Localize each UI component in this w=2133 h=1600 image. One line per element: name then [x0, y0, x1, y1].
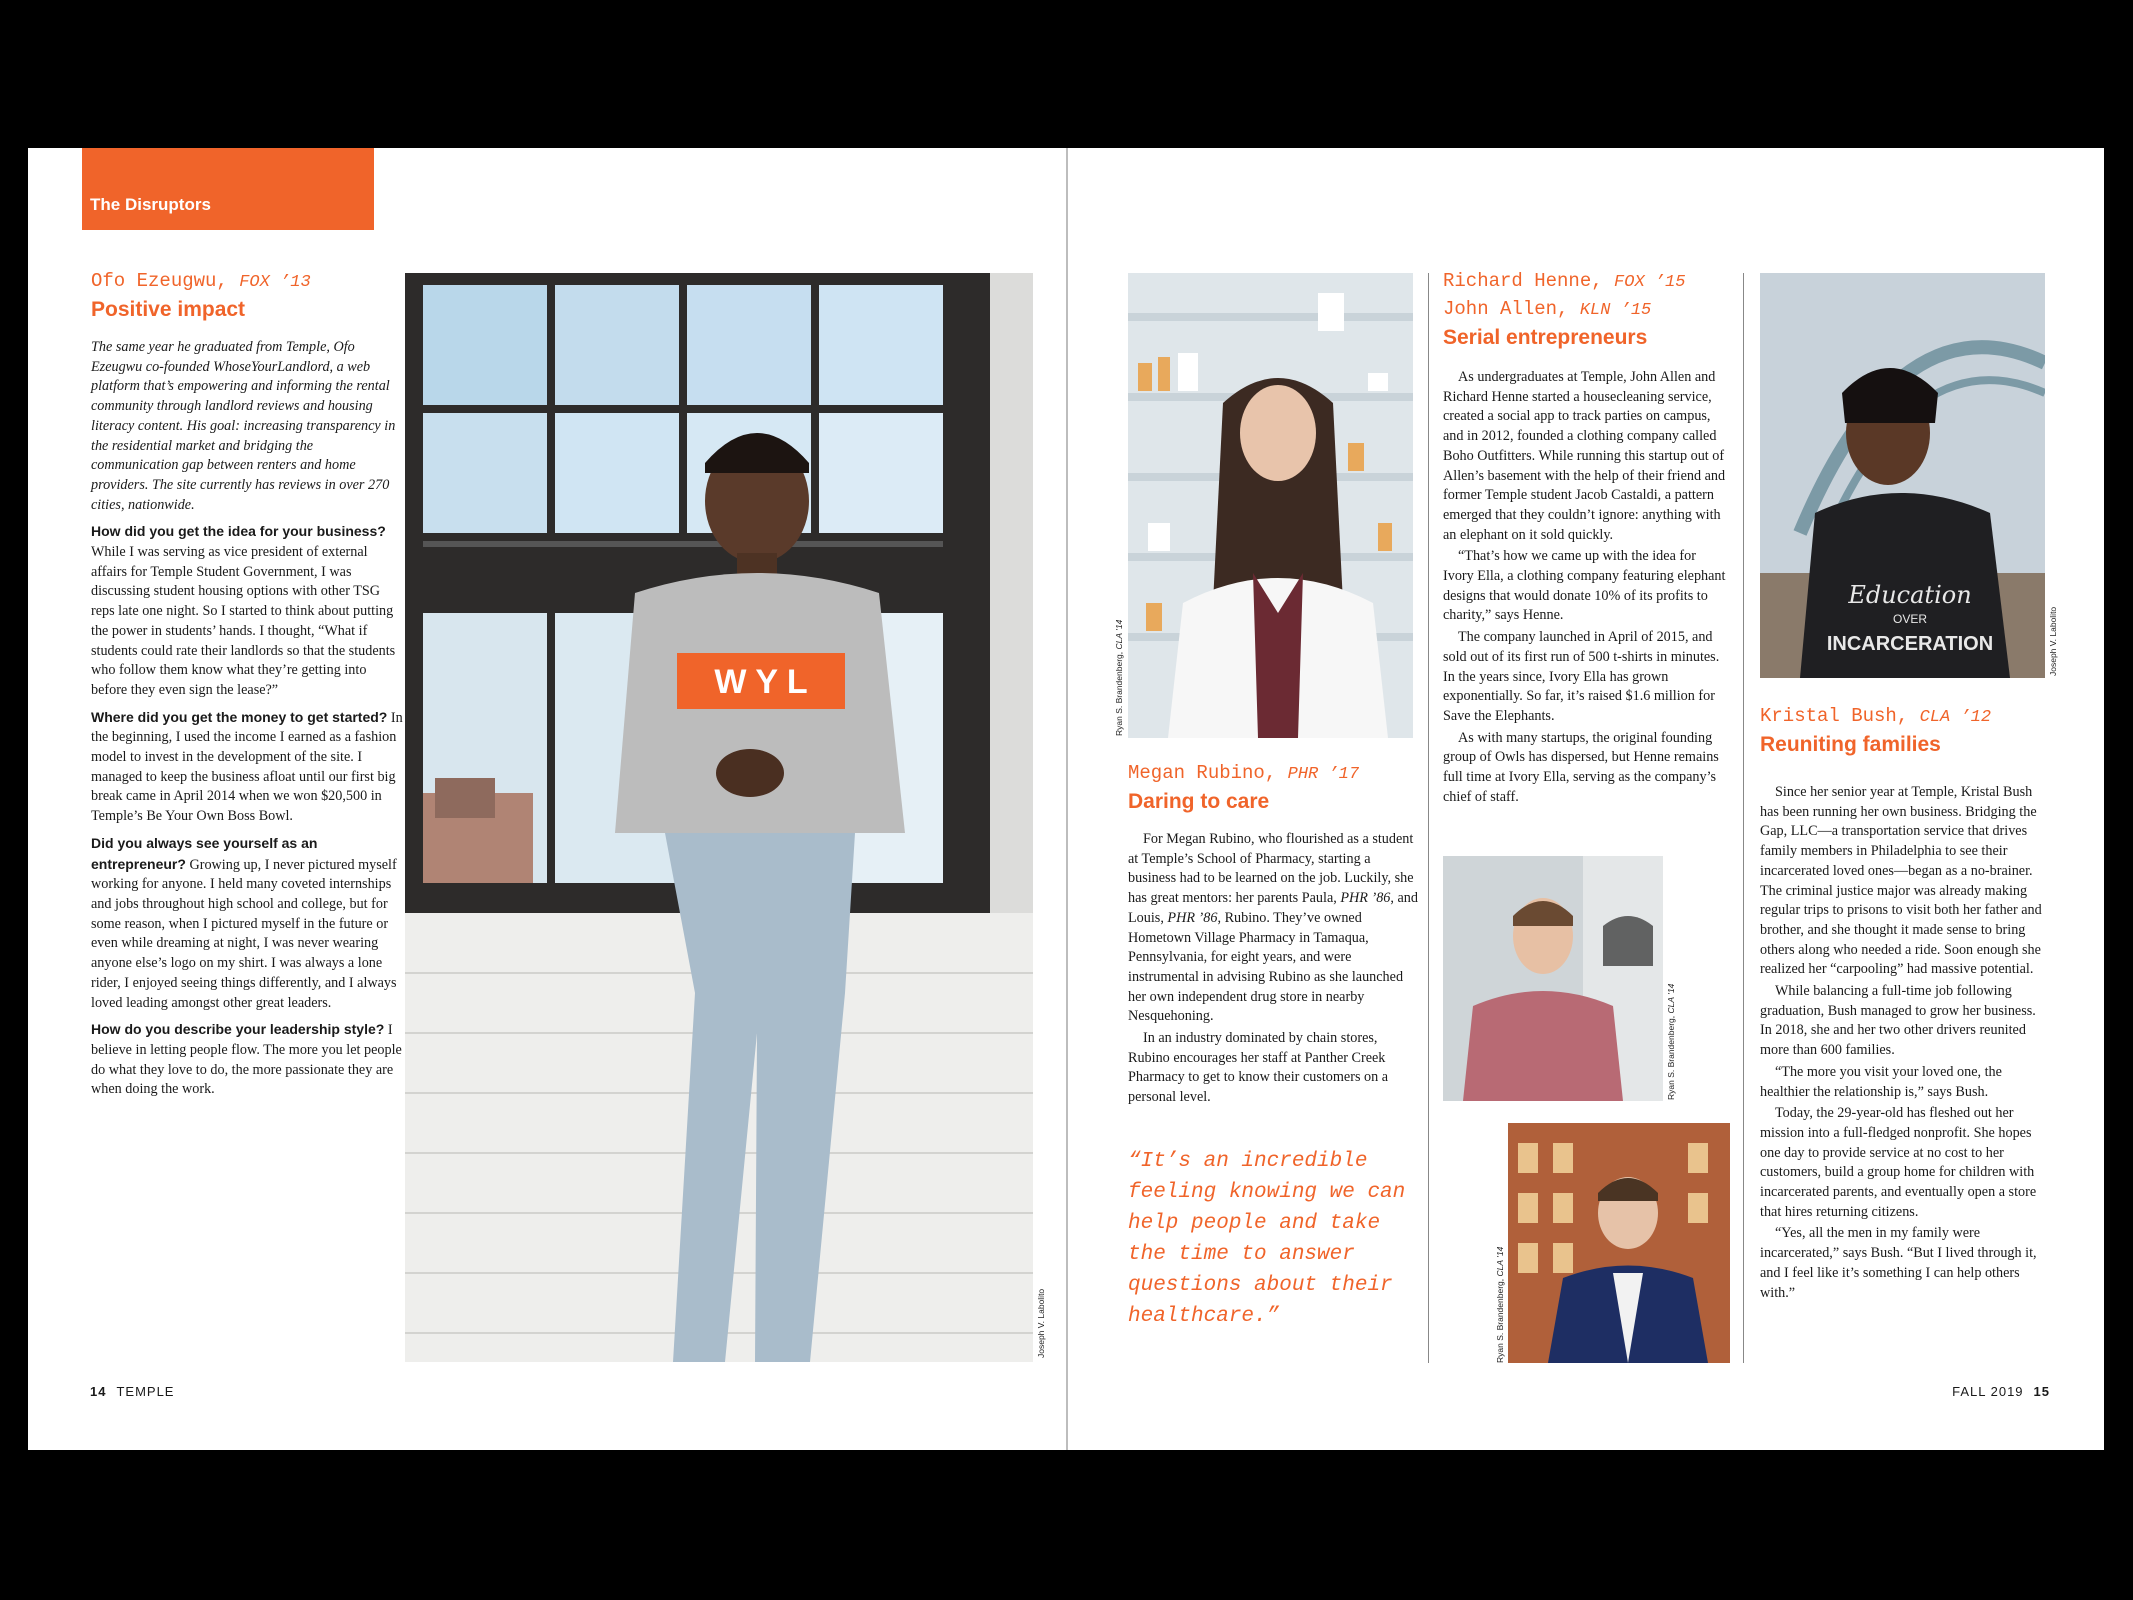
hoodie-text-3: INCARCERATION — [1826, 633, 1994, 655]
henne-affiliation: FOX ’15 — [1614, 273, 1686, 292]
allen-byline — [1443, 296, 1728, 324]
ofo-photo — [405, 273, 1033, 1362]
allen-photo-credit — [1495, 1247, 1505, 1363]
henne-paragraph-2: “That’s how we came up with the idea for Ivory Ella, a clothing company featuring elephant designs that would donate 10% of its profits to charity,” says Henne. — [1443, 548, 1726, 624]
ofo-heading: Positive impact — [91, 298, 246, 321]
megan-pull-quote: “It’s an incredible feeling knowing we can help people and take the time to answer questions about their healthcare.” — [1128, 1150, 1406, 1328]
allen-photo-illustration — [1508, 1123, 1730, 1363]
kristal-name: Kristal Bush, — [1760, 705, 1909, 727]
question: How do you describe your leadership style? — [91, 1021, 385, 1038]
folio-left — [90, 1384, 174, 1399]
kristal-paragraph-5: “Yes, all the men in my family were incarcerated,” says Bush. “But I lived through it, and I feel like it’s something I can help others with.” — [1760, 1225, 2037, 1301]
kristal-photo-credit: Joseph V. Labolito — [2048, 606, 2058, 676]
megan-photo — [1128, 273, 1413, 738]
page-number: 15 — [2033, 1384, 2050, 1399]
ofo-qa-3 — [91, 834, 403, 1013]
section-label: The Disruptors — [82, 148, 374, 230]
henne-paragraph-3: The company launched in April of 2015, and sold out of its first run of 500 t-shirts in minutes. In the years since, Ivory Ella has grown exponentially. So far, it’s raised $1.6 million for Save the Elephants. — [1443, 629, 1720, 724]
shirt-logo: W Y L — [714, 663, 808, 701]
answer: While I was serving as vice president of external affairs for Temple Student Government, I was discussing student housing options with other TSG reps late one night. So I started to think about putting the power in students’ hands. I thought, “What if students could rate their landlords so that the students who follow them know what they’re getting into before they even sign the lease?” — [91, 544, 396, 698]
allen-affiliation: KLN ’15 — [1579, 301, 1652, 320]
answer: Growing up, I never pictured myself working for anyone. I held many coveted internships and jobs throughout high school and college, but for some reason, when I pictured myself in the future or even while dreaming at night, I was never wearing anyone else’s logo on my shirt. I was always a lone rider, I enjoyed seeing things differently, and I always loved leading amongst other great leaders. — [91, 856, 397, 1011]
ofo-byline — [91, 268, 403, 296]
henne-photo — [1443, 856, 1663, 1101]
credit-name: Ryan S. Brandenberg, — [1114, 649, 1124, 736]
answer: In the beginning, I used the income I earned as a fashion model to invest in the development of the site. I managed to keep the business afloat until our first big break came in April 2014 when we won $20,500 in Temple’s Be Your Own Boss Bowl. — [91, 709, 403, 825]
hoodie-text-2: OVER — [1892, 612, 1928, 626]
ofo-affiliation: FOX ’13 — [239, 273, 311, 292]
credit-class: CLA ’14 — [1495, 1246, 1505, 1277]
ofo-photo-illustration — [405, 273, 1033, 1362]
kristal-photo-illustration — [1760, 273, 2045, 678]
henne-name: Richard Henne, — [1443, 270, 1603, 292]
class-year: PHR ’86 — [1167, 909, 1218, 926]
megan-paragraph-2: In an industry dominated by chain stores, Rubino encourages her staff at Panther Creek Pharmacy to get to know their customers on a personal level. — [1128, 1030, 1389, 1106]
ofo-qa-1 — [91, 522, 403, 700]
question: How did you get the idea for your business? — [91, 523, 386, 540]
megan-heading: Daring to care — [1128, 790, 1270, 813]
megan-paragraph-1 — [1128, 830, 1418, 1027]
kristal-byline — [1760, 703, 2045, 731]
megan-affiliation: PHR ’17 — [1287, 765, 1360, 784]
henne-allen-heading: Serial entrepreneurs — [1443, 326, 1648, 349]
allen-photo — [1508, 1123, 1730, 1363]
column-rule-2 — [1743, 273, 1744, 1363]
question: Where did you get the money to get started? — [91, 708, 388, 725]
henne-photo-illustration — [1443, 856, 1663, 1101]
megan-photo-credit — [1114, 620, 1124, 736]
megan-byline — [1128, 760, 1418, 788]
megan-photo-illustration — [1128, 273, 1413, 738]
kristal-photo — [1760, 273, 2045, 678]
credit-name: Ryan S. Brandenberg, — [1666, 1013, 1676, 1100]
kristal-article — [1760, 703, 2045, 1305]
class-year: PHR ’86 — [1340, 890, 1391, 907]
kristal-heading: Reuniting families — [1760, 733, 1941, 756]
henne-byline — [1443, 268, 1728, 296]
issue-label: FALL 2019 — [1952, 1384, 2024, 1399]
text: , Rubino. They’ve owned Hometown Village Pharmacy in Tamaqua, Pennsylvania, for eight years, and were instrumental in advising Rubino as she launched her own independent drug store in nearby Nesquehoning. — [1128, 909, 1404, 1025]
credit-class: CLA ’14 — [1666, 983, 1676, 1014]
megan-name: Megan Rubino, — [1128, 762, 1277, 784]
answer: I believe in letting people flow. The more you let people do what they love to do, the more passionate they are when doing the work. — [91, 1022, 402, 1098]
kristal-paragraph-1: Since her senior year at Temple, Kristal Bush has been running her own business. Bridging the Gap, LLC—a transportation service that drives family members in Philadelphia to see their incarcerated loved ones—began as a no-brainer. The criminal justice major was already making regular trips to prisons to visit both her father and brother, and she thought it made sense to bring others along who needed a ride. Soon enough she realized her “carpooling” had massive potential. — [1760, 784, 2042, 978]
credit-class: CLA ’14 — [1114, 619, 1124, 650]
left-page — [28, 148, 1066, 1450]
page-number: 14 — [90, 1384, 107, 1399]
kristal-paragraph-3: “The more you visit your loved one, the healthier the relationship is,” says Bush. — [1760, 1063, 2002, 1100]
allen-name: John Allen, — [1443, 298, 1569, 320]
ofo-article — [91, 268, 403, 1107]
kristal-affiliation: CLA ’12 — [1919, 708, 1992, 727]
ofo-intro: The same year he graduated from Temple, Ofo Ezeugwu co-founded WhoseYourLandlord, a web platform that’s empowering and informing the rental community through landlord reviews and housing literacy content. His goal: increasing transparency in the residential market and bridging the communication gap between renters and home providers. The site currently has reviews in over 270 cities, nationwide. — [91, 339, 396, 513]
magazine-title: TEMPLE — [116, 1384, 175, 1399]
henne-photo-credit — [1666, 984, 1676, 1100]
ofo-name: Ofo Ezeugwu, — [91, 270, 228, 292]
text: For Megan Rubino, who flourished as a student at Temple’s School of Pharmacy, starting a business had to be learned on the job. Luckily, she has great mentors: her parents Paula, — [1128, 831, 1414, 907]
megan-article — [1128, 760, 1418, 1110]
right-page — [1068, 148, 2104, 1450]
henne-allen-article — [1443, 268, 1728, 809]
column-rule-1 — [1428, 273, 1429, 1363]
kristal-paragraph-2: While balancing a full-time job following graduation, Bush managed to grow her business. In 2018, she and her two other drivers reunited more than 600 families. — [1760, 983, 2036, 1059]
question: Did you always see yourself as an entrepreneur? — [91, 834, 318, 872]
ofo-photo-credit: Joseph V. Labolito — [1036, 1288, 1046, 1358]
folio-right — [1952, 1384, 2050, 1399]
kristal-paragraph-4: Today, the 29-year-old has fleshed out her mission into a full-fledged nonprofit. She hopes one day to provide service at no cost to her customers, build a group home for children with incarcerated parents, and eventually open a store that hires returning citizens. — [1760, 1105, 2037, 1220]
text: , and Louis, — [1128, 890, 1418, 926]
ofo-qa-4 — [91, 1020, 403, 1100]
henne-paragraph-1: As undergraduates at Temple, John Allen and Richard Henne started a housecleaning service, created a social app to track parties on campus, and in 2012, founded a clothing company called Boho Outfitters. While running this startup out of Allen’s basement with the help of their friend and former Temple student Jacob Castaldi, a pattern emerged that they couldn’t ignore: anything with an elephant on it sold quickly. — [1443, 369, 1726, 543]
credit-name: Ryan S. Brandenberg, — [1495, 1276, 1505, 1363]
hoodie-text-1: Education — [1848, 581, 1972, 609]
ofo-qa-2 — [91, 708, 403, 827]
henne-paragraph-4: As with many startups, the original founding group of Owls has dispersed, but Henne remains full time at Ivory Ella, serving as the company’s chief of staff. — [1443, 729, 1719, 805]
